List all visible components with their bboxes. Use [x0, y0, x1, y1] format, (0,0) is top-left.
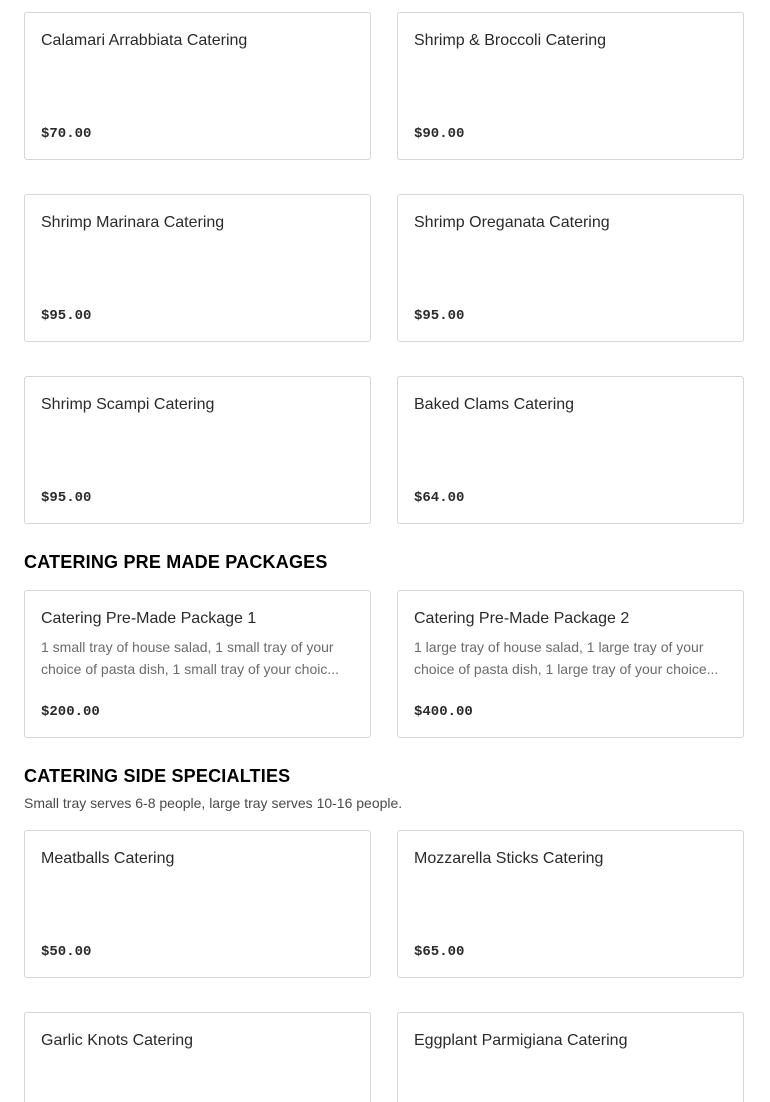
menu-item-name: Mozzarella Sticks Catering: [414, 850, 604, 867]
menu-item-card[interactable]: [24, 194, 371, 342]
menu-item-name: Baked Clams Catering: [414, 396, 575, 413]
menu-item-name: Shrimp & Broccoli Catering: [414, 32, 607, 49]
menu-item-price: $400.00: [414, 704, 473, 720]
menu-item-card[interactable]: [24, 376, 371, 524]
menu-item-price: $95.00: [414, 308, 465, 324]
menu-item-name: Calamari Arrabbiata Catering: [41, 32, 248, 49]
menu-item-card[interactable]: [397, 12, 744, 160]
menu-item-name: Eggplant Parmigiana Catering: [414, 1032, 628, 1049]
menu-item-name: Catering Pre-Made Package 2: [414, 610, 630, 627]
menu-item-price: $95.00: [41, 308, 92, 324]
menu-item-name: Garlic Knots Catering: [41, 1032, 194, 1049]
menu-item-card[interactable]: [397, 590, 744, 738]
menu-item-price: $65.00: [414, 944, 465, 960]
menu-item-card[interactable]: [397, 830, 744, 978]
menu-item-description: 1 small tray of house salad, 1 small tray of your choice of pasta dish, 1 small tray of your choic...: [41, 639, 340, 677]
menu-item-card[interactable]: [397, 1012, 744, 1102]
menu-item-name: Meatballs Catering: [41, 850, 175, 867]
menu-item-name: Shrimp Scampi Catering: [41, 396, 215, 413]
menu-item-price: $50.00: [41, 944, 92, 960]
menu-item-card[interactable]: [24, 590, 371, 738]
menu-item-price: $200.00: [41, 704, 100, 720]
menu-item-card[interactable]: [397, 376, 744, 524]
menu-item-card[interactable]: [24, 1012, 371, 1102]
section-heading: CATERING PRE MADE PACKAGES: [24, 552, 328, 572]
menu-item-card[interactable]: [24, 830, 371, 978]
menu-item-description: 1 large tray of house salad, 1 large tray of your choice of pasta dish, 1 large tray of your choice...: [414, 639, 719, 677]
menu-item-card[interactable]: [24, 12, 371, 160]
menu-item-name: Catering Pre-Made Package 1: [41, 610, 257, 627]
menu-item-name: Shrimp Marinara Catering: [41, 214, 225, 231]
menu-item-name: Shrimp Oreganata Catering: [414, 214, 610, 231]
menu-item-price: $64.00: [414, 490, 465, 506]
section-note: Small tray serves 6-8 people, large tray serves 10-16 people.: [24, 795, 403, 811]
menu-item-price: $95.00: [41, 490, 92, 506]
menu-item-price: $70.00: [41, 126, 92, 142]
menu-item-card[interactable]: [397, 194, 744, 342]
menu-item-price: $90.00: [414, 126, 465, 142]
section-heading: CATERING SIDE SPECIALTIES: [24, 766, 291, 786]
